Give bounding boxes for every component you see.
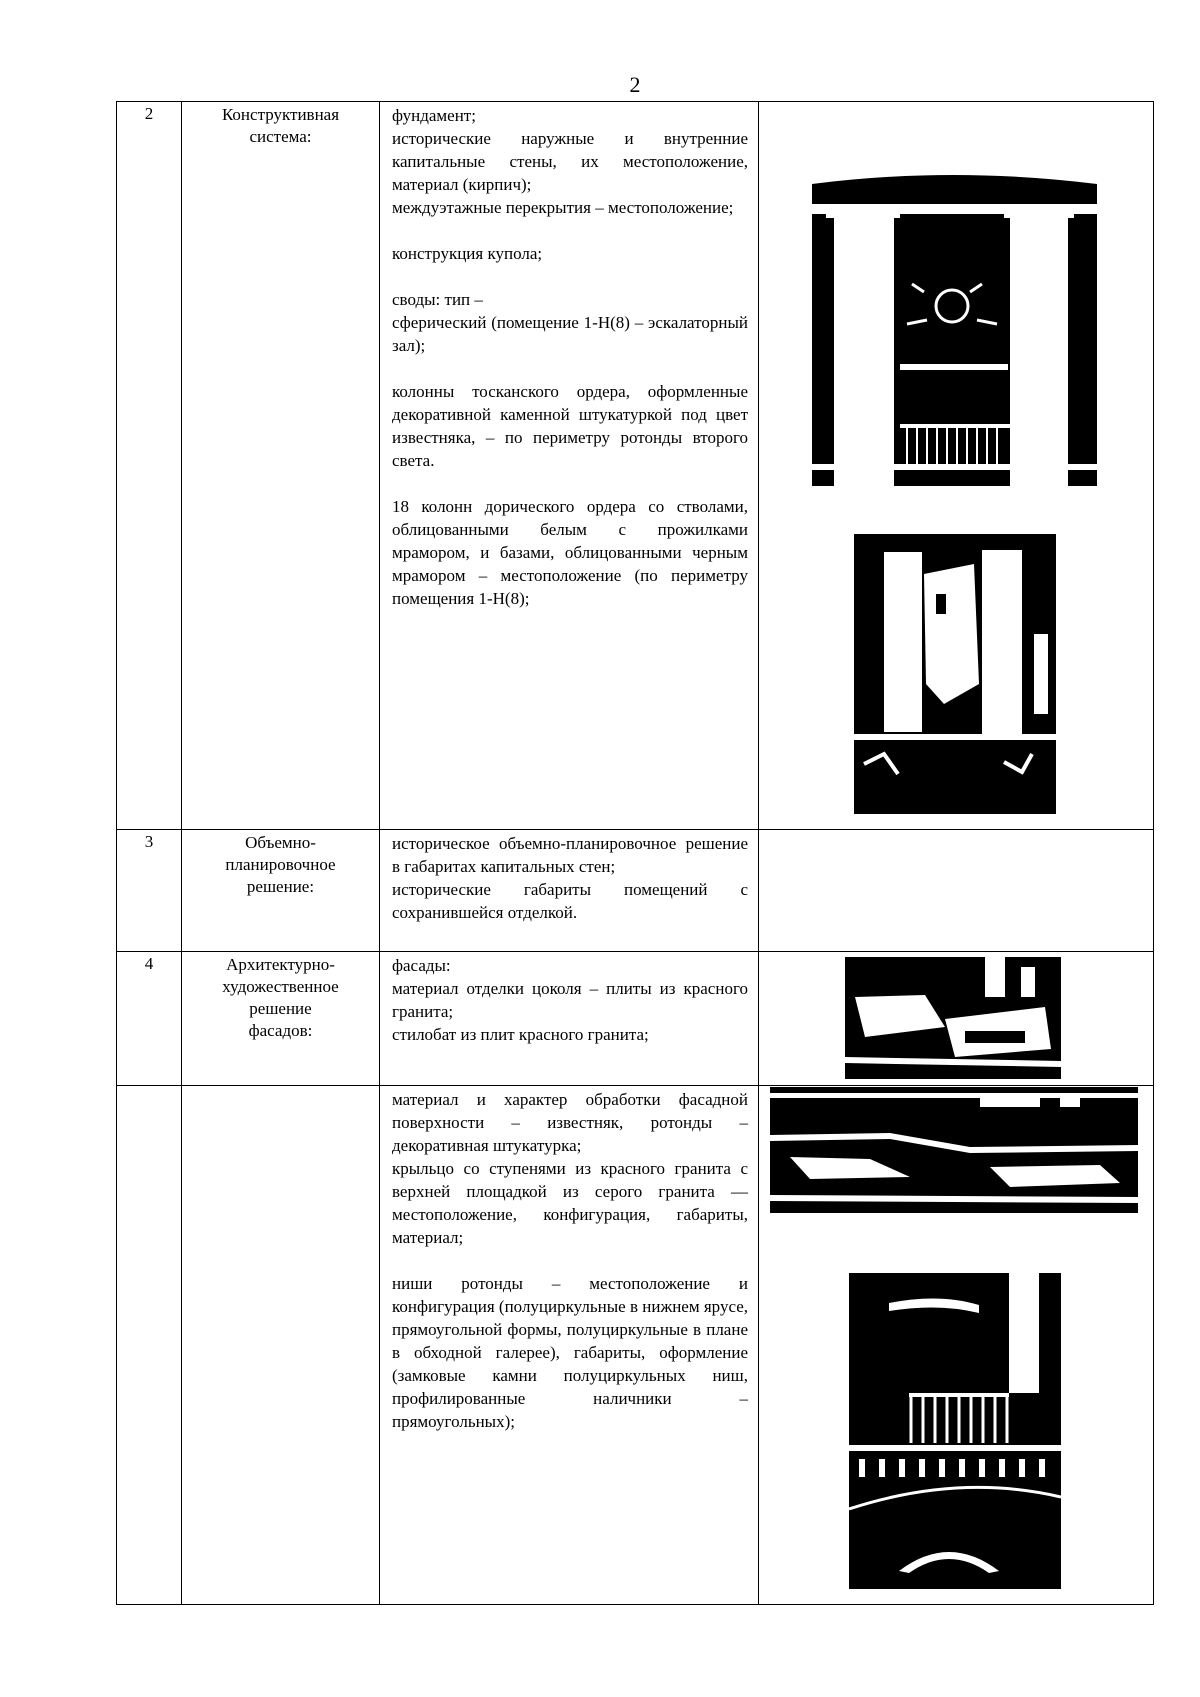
rotunda-niches-photo bbox=[849, 1273, 1061, 1601]
row-number: 4 bbox=[117, 952, 182, 1086]
protected-features-table bbox=[116, 101, 1154, 1605]
row-number: 3 bbox=[117, 830, 182, 952]
description-paragraph: своды: тип – сферический (помещение 1-Н(8) – эскалаторный зал); bbox=[392, 290, 748, 355]
feature-name-text: Архитектурно- художественное решение фасадов: bbox=[222, 955, 339, 1040]
photo-cell bbox=[759, 830, 1154, 952]
photo-cell bbox=[759, 1086, 1154, 1605]
table-row bbox=[117, 830, 1154, 952]
description-paragraph: историческое объемно-планировочное решение в габаритах капитальных стен; исторические габариты помещений с сохранившейся отделкой. bbox=[392, 834, 748, 922]
feature-name-text: Объемно- планировочное решение: bbox=[225, 833, 336, 896]
photo-cell bbox=[759, 102, 1154, 830]
feature-name bbox=[182, 830, 380, 952]
row-number: 2 bbox=[117, 102, 182, 830]
description-paragraph: фундамент; исторические наружные и внутренние капитальные стены, их местоположение, материал (кирпич); междуэтажные перекрытия – местоположение; bbox=[392, 106, 748, 217]
page-number: 2 bbox=[629, 72, 641, 97]
description-paragraph: ниши ротонды – местоположение и конфигурация (полуциркульные в нижнем ярусе, прямоугольной формы, полуциркульные в плане в обходной галерее), габариты, оформление (замковые камни полуциркульных ниш, профилированные наличники – прямоугольных); bbox=[392, 1274, 748, 1431]
plinth-granite-photo bbox=[845, 957, 1061, 1079]
row-number bbox=[117, 1086, 182, 1605]
doric-columns-photo bbox=[854, 534, 1056, 814]
porch-steps-photo bbox=[770, 1087, 1138, 1213]
feature-description bbox=[380, 830, 759, 952]
table-row bbox=[117, 102, 1154, 830]
description-paragraph: фасады: материал отделки цоколя – плиты из красного гранита; стилобат из плит красного гранита; bbox=[392, 956, 748, 1044]
feature-description bbox=[380, 102, 759, 830]
feature-name bbox=[182, 1086, 380, 1605]
feature-description bbox=[380, 952, 759, 1086]
tuscan-columns-photo bbox=[812, 174, 1097, 502]
description-paragraph: материал и характер обработки фасадной поверхности – известняк, ротонды – декоративная штукатурка; крыльцо со ступенями из красного гранита с верхней площадкой из серого гранита — местоположение, конфигурация, габариты, материал; bbox=[392, 1090, 748, 1247]
feature-name-text: Конструктивная система: bbox=[221, 105, 340, 146]
feature-description bbox=[380, 1086, 759, 1605]
photo-cell bbox=[759, 952, 1154, 1086]
feature-name bbox=[182, 102, 380, 830]
table-row bbox=[117, 952, 1154, 1086]
table-row bbox=[117, 1086, 1154, 1605]
description-paragraph: 18 колонн дорического ордера со стволами, облицованными белым с прожилками мрамором, и базами, облицованными черным мрамором – местоположение (по периметру помещения 1-Н(8); bbox=[392, 497, 748, 608]
feature-name bbox=[182, 952, 380, 1086]
description-paragraph: конструкция купола; bbox=[392, 244, 543, 263]
description-paragraph: колонны тосканского ордера, оформленные декоративной каменной штукатуркой под цвет известняка, – по периметру ротонды второго света. bbox=[392, 382, 748, 470]
